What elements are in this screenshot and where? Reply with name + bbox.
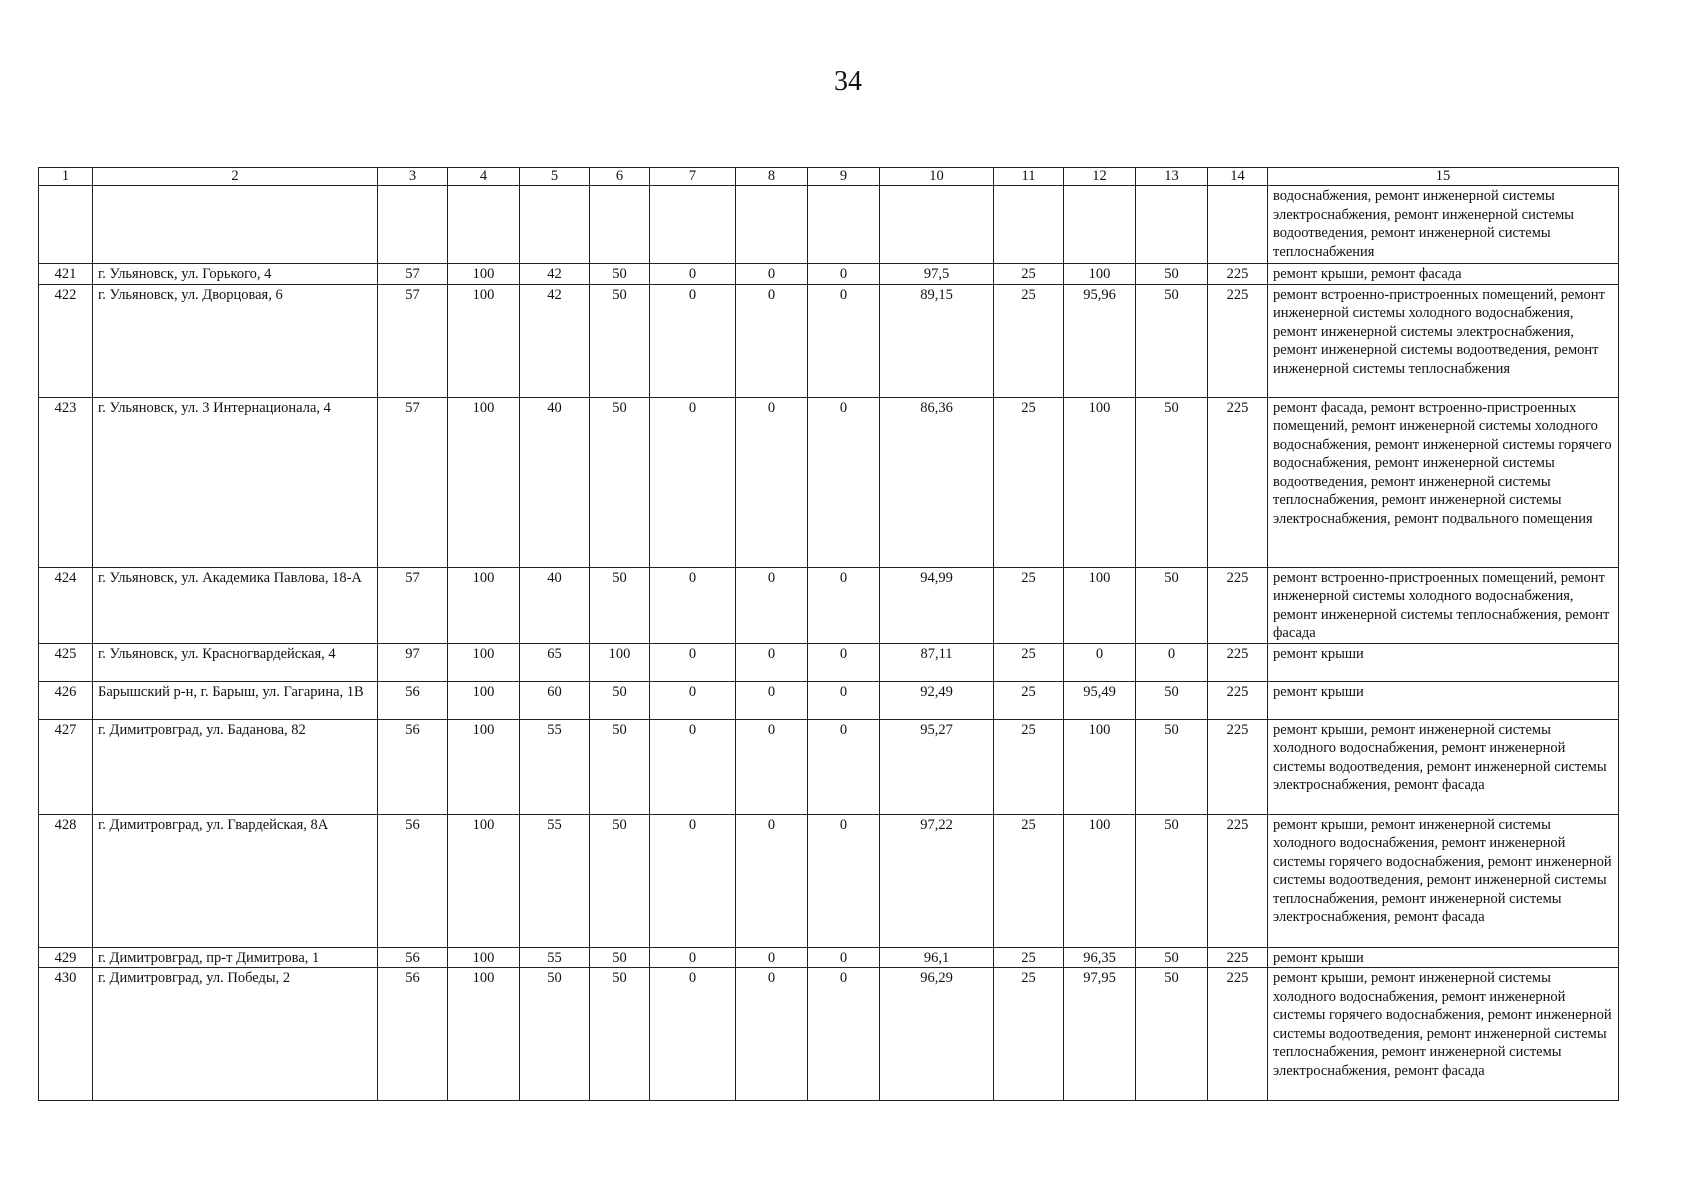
column-header: 15 xyxy=(1268,168,1619,186)
column-header: 7 xyxy=(650,168,736,186)
value-cell: 50 xyxy=(1136,567,1208,643)
address-cell: г. Димитровград, пр-т Димитрова, 1 xyxy=(93,947,378,968)
value-cell: 42 xyxy=(520,264,590,285)
value-cell: 50 xyxy=(590,814,650,947)
address-cell: г. Ульяновск, ул. Дворцовая, 6 xyxy=(93,284,378,397)
value-cell: 225 xyxy=(1208,264,1268,285)
value-cell: 25 xyxy=(994,567,1064,643)
value-cell: 0 xyxy=(650,719,736,814)
value-cell: 65 xyxy=(520,643,590,681)
value-cell xyxy=(448,186,520,264)
value-cell xyxy=(1064,186,1136,264)
column-header: 8 xyxy=(736,168,808,186)
table-row xyxy=(39,264,1619,285)
row-number xyxy=(39,186,93,264)
value-cell: 100 xyxy=(448,643,520,681)
value-cell: 225 xyxy=(1208,567,1268,643)
works-cell: ремонт крыши xyxy=(1268,947,1619,968)
value-cell: 57 xyxy=(378,264,448,285)
value-cell: 96,35 xyxy=(1064,947,1136,968)
value-cell: 25 xyxy=(994,968,1064,1101)
works-cell: ремонт крыши xyxy=(1268,643,1619,681)
value-cell: 100 xyxy=(590,643,650,681)
value-cell: 50 xyxy=(1136,814,1208,947)
value-cell: 0 xyxy=(808,681,880,719)
address-cell: г. Димитровград, ул. Гвардейская, 8А xyxy=(93,814,378,947)
value-cell: 100 xyxy=(448,264,520,285)
value-cell: 225 xyxy=(1208,681,1268,719)
value-cell: 100 xyxy=(1064,814,1136,947)
value-cell: 0 xyxy=(808,567,880,643)
value-cell: 50 xyxy=(590,681,650,719)
value-cell: 25 xyxy=(994,643,1064,681)
column-header: 10 xyxy=(880,168,994,186)
value-cell: 0 xyxy=(808,264,880,285)
value-cell: 0 xyxy=(808,719,880,814)
table-row xyxy=(39,186,1619,264)
value-cell: 40 xyxy=(520,397,590,567)
column-header: 5 xyxy=(520,168,590,186)
value-cell: 50 xyxy=(520,968,590,1101)
row-number: 423 xyxy=(39,397,93,567)
column-header: 14 xyxy=(1208,168,1268,186)
value-cell: 0 xyxy=(650,968,736,1101)
value-cell: 25 xyxy=(994,284,1064,397)
column-header: 4 xyxy=(448,168,520,186)
value-cell: 0 xyxy=(650,264,736,285)
value-cell: 50 xyxy=(1136,719,1208,814)
value-cell: 100 xyxy=(448,814,520,947)
value-cell: 0 xyxy=(736,968,808,1101)
value-cell: 50 xyxy=(590,968,650,1101)
table-body xyxy=(39,186,1619,1101)
value-cell: 25 xyxy=(994,681,1064,719)
value-cell: 50 xyxy=(1136,397,1208,567)
value-cell xyxy=(1136,186,1208,264)
table-row xyxy=(39,947,1619,968)
registry-table xyxy=(38,167,1619,1101)
value-cell: 0 xyxy=(1064,643,1136,681)
table-row xyxy=(39,284,1619,397)
value-cell: 94,99 xyxy=(880,567,994,643)
value-cell: 89,15 xyxy=(880,284,994,397)
value-cell: 56 xyxy=(378,719,448,814)
value-cell: 97,5 xyxy=(880,264,994,285)
column-header: 11 xyxy=(994,168,1064,186)
row-number: 430 xyxy=(39,968,93,1101)
address-cell: г. Ульяновск, ул. Горького, 4 xyxy=(93,264,378,285)
value-cell: 225 xyxy=(1208,397,1268,567)
value-cell: 0 xyxy=(808,968,880,1101)
value-cell: 40 xyxy=(520,567,590,643)
works-cell: ремонт крыши, ремонт инженерной системы холодного водоснабжения, ремонт инженерной системы водоотведения, ремонт инженерной системы электроснабжения, ремонт фасада xyxy=(1268,719,1619,814)
value-cell: 50 xyxy=(590,567,650,643)
row-number: 425 xyxy=(39,643,93,681)
table-row xyxy=(39,681,1619,719)
value-cell: 100 xyxy=(448,968,520,1101)
value-cell: 0 xyxy=(736,567,808,643)
address-cell: г. Ульяновск, ул. 3 Интернационала, 4 xyxy=(93,397,378,567)
column-header: 3 xyxy=(378,168,448,186)
value-cell: 225 xyxy=(1208,947,1268,968)
value-cell: 0 xyxy=(736,264,808,285)
value-cell: 97,95 xyxy=(1064,968,1136,1101)
column-header: 6 xyxy=(590,168,650,186)
value-cell: 100 xyxy=(1064,264,1136,285)
value-cell: 0 xyxy=(650,397,736,567)
value-cell: 60 xyxy=(520,681,590,719)
value-cell: 0 xyxy=(650,284,736,397)
value-cell xyxy=(590,186,650,264)
value-cell: 50 xyxy=(590,264,650,285)
value-cell xyxy=(378,186,448,264)
value-cell: 0 xyxy=(650,681,736,719)
address-cell: г. Ульяновск, ул. Академика Павлова, 18-А xyxy=(93,567,378,643)
value-cell: 50 xyxy=(1136,968,1208,1101)
value-cell: 0 xyxy=(736,814,808,947)
value-cell xyxy=(994,186,1064,264)
row-number: 427 xyxy=(39,719,93,814)
value-cell: 225 xyxy=(1208,968,1268,1101)
value-cell: 57 xyxy=(378,567,448,643)
value-cell: 100 xyxy=(448,719,520,814)
value-cell: 50 xyxy=(590,947,650,968)
works-cell: водоснабжения, ремонт инженерной системы электроснабжения, ремонт инженерной системы водоотведения, ремонт инженерной системы теплоснабжения xyxy=(1268,186,1619,264)
value-cell: 100 xyxy=(448,567,520,643)
value-cell: 0 xyxy=(650,947,736,968)
works-cell: ремонт фасада, ремонт встроенно-пристроенных помещений, ремонт инженерной системы холодного водоснабжения, ремонт инженерной системы горячего водоснабжения, ремонт инженерной системы водоотведения, ремонт инженерной системы теплоснабжения, ремонт инженерной системы электроснабжения, ремонт подвального помещения xyxy=(1268,397,1619,567)
address-cell: г. Ульяновск, ул. Красногвардейская, 4 xyxy=(93,643,378,681)
value-cell: 25 xyxy=(994,719,1064,814)
value-cell: 0 xyxy=(736,643,808,681)
value-cell: 0 xyxy=(808,284,880,397)
works-cell: ремонт крыши xyxy=(1268,681,1619,719)
row-number: 428 xyxy=(39,814,93,947)
value-cell: 0 xyxy=(1136,643,1208,681)
column-number-row xyxy=(39,168,1619,186)
address-cell: Барышский р-н, г. Барыш, ул. Гагарина, 1В xyxy=(93,681,378,719)
row-number: 422 xyxy=(39,284,93,397)
column-header: 9 xyxy=(808,168,880,186)
column-header: 2 xyxy=(93,168,378,186)
row-number: 424 xyxy=(39,567,93,643)
value-cell: 57 xyxy=(378,397,448,567)
address-cell: г. Димитровград, ул. Баданова, 82 xyxy=(93,719,378,814)
value-cell xyxy=(808,186,880,264)
row-number: 426 xyxy=(39,681,93,719)
value-cell: 0 xyxy=(736,397,808,567)
value-cell: 50 xyxy=(590,397,650,567)
row-number: 421 xyxy=(39,264,93,285)
value-cell: 100 xyxy=(448,284,520,397)
table-row xyxy=(39,719,1619,814)
value-cell: 50 xyxy=(1136,284,1208,397)
value-cell: 97,22 xyxy=(880,814,994,947)
value-cell: 0 xyxy=(650,643,736,681)
value-cell xyxy=(520,186,590,264)
value-cell xyxy=(880,186,994,264)
value-cell: 55 xyxy=(520,947,590,968)
value-cell: 225 xyxy=(1208,284,1268,397)
table-row xyxy=(39,397,1619,567)
page-number: 34 xyxy=(834,66,862,97)
works-cell: ремонт крыши, ремонт инженерной системы холодного водоснабжения, ремонт инженерной системы горячего водоснабжения, ремонт инженерной системы водоотведения, ремонт инженерной системы теплоснабжения, ремонт инженерной системы электроснабжения, ремонт фасада xyxy=(1268,968,1619,1101)
value-cell: 25 xyxy=(994,947,1064,968)
value-cell: 0 xyxy=(736,947,808,968)
works-cell: ремонт встроенно-пристроенных помещений, ремонт инженерной системы холодного водоснабжения, ремонт инженерной системы теплоснабжения, ремонт фасада xyxy=(1268,567,1619,643)
value-cell: 100 xyxy=(1064,397,1136,567)
value-cell: 55 xyxy=(520,719,590,814)
value-cell: 55 xyxy=(520,814,590,947)
value-cell: 56 xyxy=(378,968,448,1101)
table-row xyxy=(39,814,1619,947)
value-cell: 50 xyxy=(1136,681,1208,719)
value-cell: 95,49 xyxy=(1064,681,1136,719)
value-cell: 225 xyxy=(1208,643,1268,681)
value-cell: 56 xyxy=(378,814,448,947)
table-row xyxy=(39,968,1619,1101)
value-cell: 87,11 xyxy=(880,643,994,681)
value-cell: 50 xyxy=(1136,947,1208,968)
value-cell: 86,36 xyxy=(880,397,994,567)
value-cell: 100 xyxy=(448,947,520,968)
value-cell: 0 xyxy=(736,284,808,397)
value-cell: 57 xyxy=(378,284,448,397)
works-cell: ремонт крыши, ремонт инженерной системы холодного водоснабжения, ремонт инженерной системы горячего водоснабжения, ремонт инженерной системы водоотведения, ремонт инженерной системы теплоснабжения, ремонт инженерной системы электроснабжения, ремонт фасада xyxy=(1268,814,1619,947)
column-header: 13 xyxy=(1136,168,1208,186)
value-cell: 42 xyxy=(520,284,590,397)
value-cell: 25 xyxy=(994,264,1064,285)
value-cell xyxy=(1208,186,1268,264)
value-cell xyxy=(650,186,736,264)
value-cell: 0 xyxy=(808,397,880,567)
value-cell: 25 xyxy=(994,814,1064,947)
value-cell: 225 xyxy=(1208,719,1268,814)
row-number: 429 xyxy=(39,947,93,968)
value-cell: 95,27 xyxy=(880,719,994,814)
value-cell: 97 xyxy=(378,643,448,681)
column-header: 12 xyxy=(1064,168,1136,186)
column-header: 1 xyxy=(39,168,93,186)
works-cell: ремонт крыши, ремонт фасада xyxy=(1268,264,1619,285)
value-cell: 50 xyxy=(590,284,650,397)
value-cell: 0 xyxy=(736,681,808,719)
value-cell: 25 xyxy=(994,397,1064,567)
value-cell: 96,1 xyxy=(880,947,994,968)
value-cell: 100 xyxy=(448,681,520,719)
value-cell: 50 xyxy=(1136,264,1208,285)
value-cell: 225 xyxy=(1208,814,1268,947)
value-cell: 0 xyxy=(808,643,880,681)
value-cell: 56 xyxy=(378,681,448,719)
value-cell: 0 xyxy=(736,719,808,814)
value-cell: 100 xyxy=(1064,567,1136,643)
table-row xyxy=(39,643,1619,681)
value-cell: 0 xyxy=(650,567,736,643)
value-cell: 95,96 xyxy=(1064,284,1136,397)
value-cell: 56 xyxy=(378,947,448,968)
address-cell xyxy=(93,186,378,264)
value-cell: 50 xyxy=(590,719,650,814)
works-cell: ремонт встроенно-пристроенных помещений, ремонт инженерной системы холодного водоснабжения, ремонт инженерной системы электроснабжения, ремонт инженерной системы водоотведения, ремонт инженерной системы теплоснабжения xyxy=(1268,284,1619,397)
value-cell: 0 xyxy=(650,814,736,947)
value-cell: 100 xyxy=(1064,719,1136,814)
value-cell xyxy=(736,186,808,264)
value-cell: 96,29 xyxy=(880,968,994,1101)
table-row xyxy=(39,567,1619,643)
value-cell: 0 xyxy=(808,814,880,947)
value-cell: 0 xyxy=(808,947,880,968)
value-cell: 100 xyxy=(448,397,520,567)
address-cell: г. Димитровград, ул. Победы, 2 xyxy=(93,968,378,1101)
value-cell: 92,49 xyxy=(880,681,994,719)
